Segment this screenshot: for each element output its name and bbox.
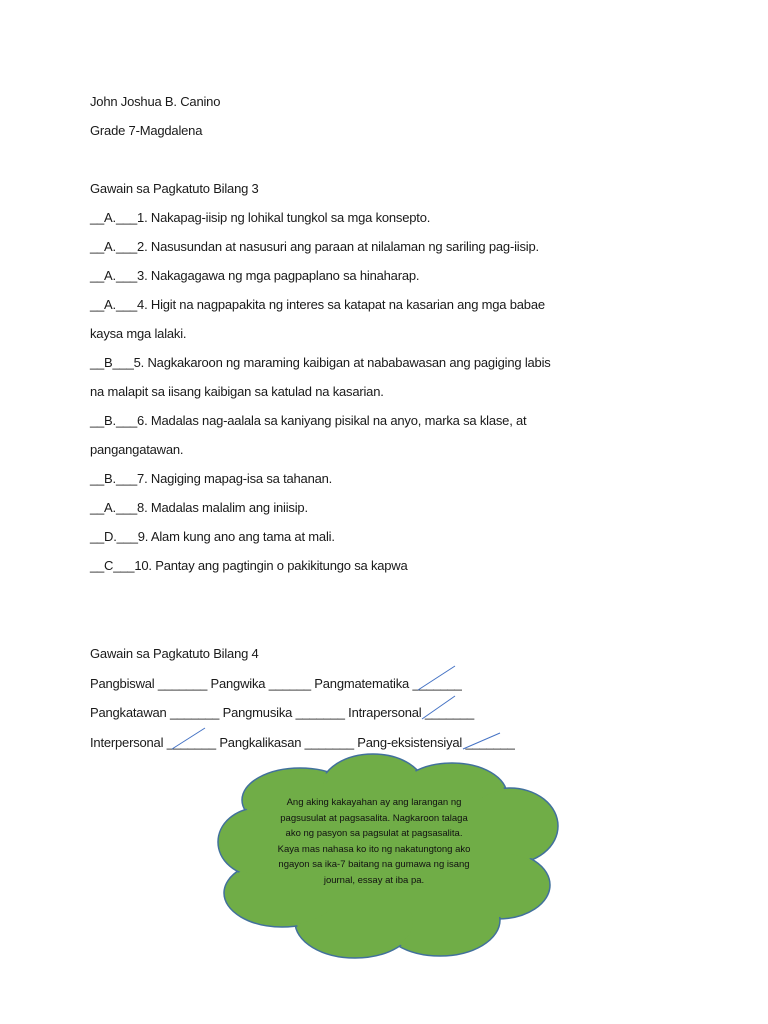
activity3-title: Gawain sa Pagkatuto Bilang 3: [90, 181, 259, 196]
activity4-row: Pangbiswal _______ Pangwika ______ Pangmatematika _______: [90, 676, 462, 691]
activity4-title: Gawain sa Pagkatuto Bilang 4: [90, 646, 259, 661]
activity3-line: __A.___1. Nakapag-iisip ng lohikal tungkol sa mga konsepto.: [90, 210, 431, 225]
header-name: John Joshua B. Canino: [90, 94, 221, 109]
header-section: Grade 7-Magdalena: [90, 123, 203, 138]
activity3-line: pangangatawan.: [90, 442, 184, 457]
cloud-text: Ang aking kakayahan ay ang larangan ng pagsusulat at pagsasalita. Nagkaroon talaga ako ng pasyon sa pagsulat at pagsasalita. Kaya mas nahasa ko ito ng nakatungtong ako ngayon sa ika-7 baitang na gumawa ng isang journal, essay at iba pa.: [277, 797, 471, 886]
activity3-line: na malapit sa iisang kaibigan sa katulad na kasarian.: [90, 384, 384, 399]
activity4-row: Pangkatawan _______ Pangmusika _______ Intrapersonal _______: [90, 705, 475, 720]
activity3-line: __A.___3. Nakagagawa ng mga pagpaplano sa hinaharap.: [90, 268, 420, 283]
activity3-line: __A.___2. Nasusundan at nasusuri ang paraan at nilalaman ng sariling pag-iisip.: [90, 239, 539, 254]
activity3-line: __C___10. Pantay ang pagtingin o pakikitungo sa kapwa: [90, 558, 408, 573]
activity3-line: __B.___7. Nagiging mapag-isa sa tahanan.: [90, 471, 333, 486]
activity3-line: __B___5. Nagkakaroon ng maraming kaibigan at nababawasan ang pagiging labis: [90, 355, 551, 370]
activity3-line: __A.___8. Madalas malalim ang iniisip.: [90, 500, 308, 515]
activity3-line: kaysa mga lalaki.: [90, 326, 187, 341]
activity3-line: __A.___4. Higit na nagpapakita ng interes sa katapat na kasarian ang mga babae: [90, 297, 545, 312]
activity4-row: Interpersonal _______ Pangkalikasan _______ Pang-eksistensiyal _______: [90, 735, 515, 750]
activity3-line: __B.___6. Madalas nag-aalala sa kaniyang pisikal na anyo, marka sa klase, at: [90, 413, 527, 428]
activity3-line: __D.___9. Alam kung ano ang tama at mali.: [90, 529, 335, 544]
